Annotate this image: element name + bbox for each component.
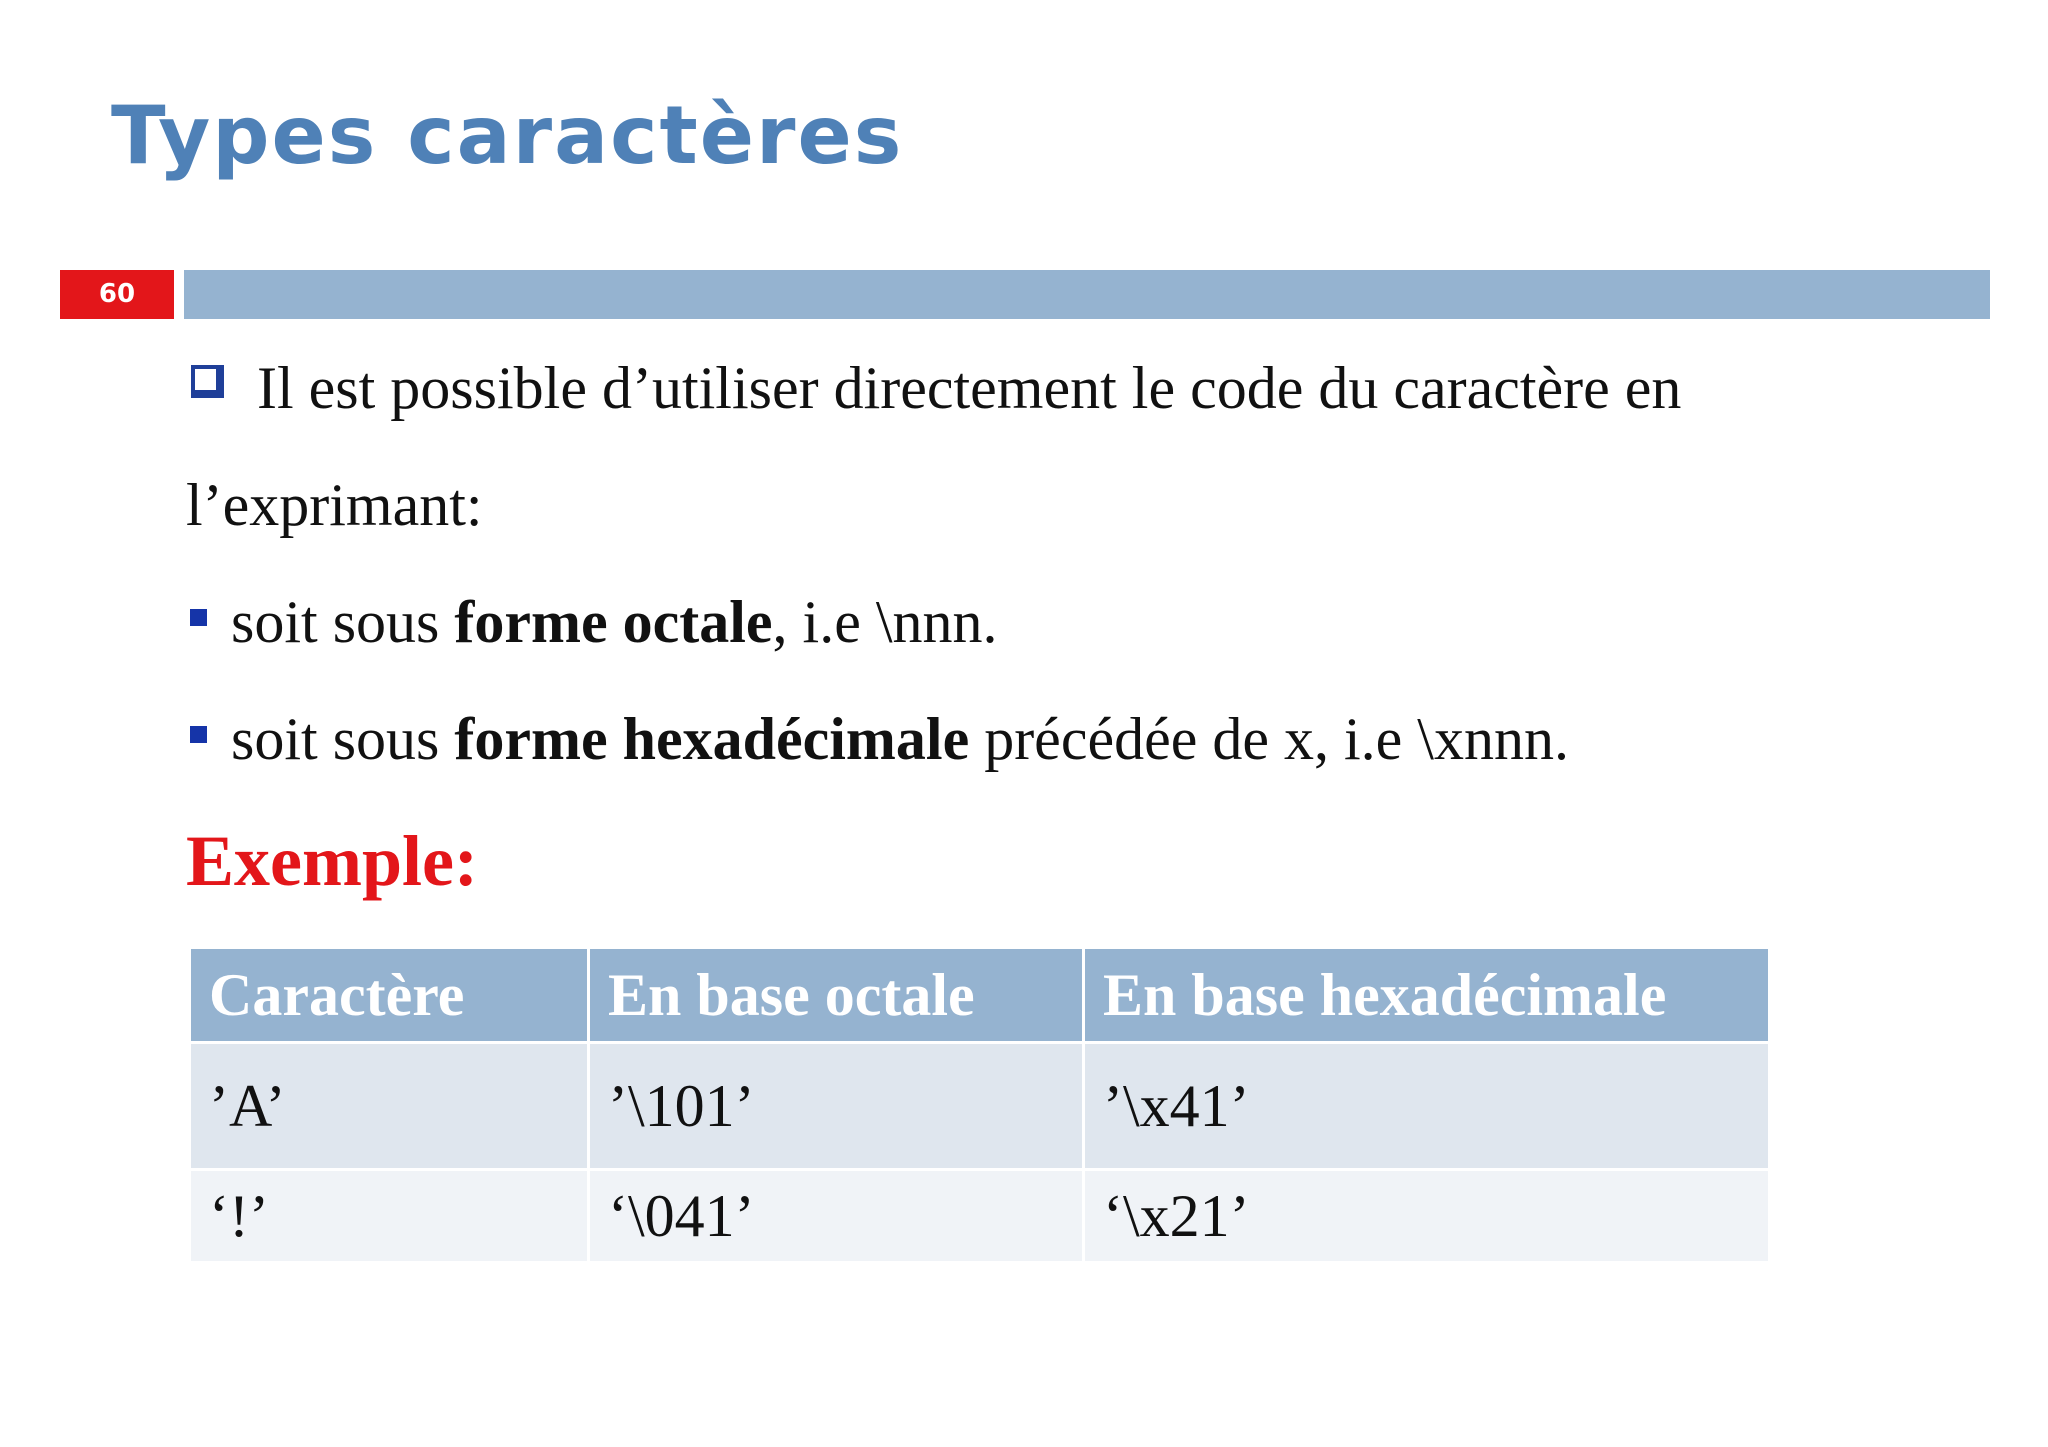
example-label: Exemple: [186,821,478,901]
slide-title: Types caractères [111,89,904,182]
bullet-octal-suffix: , i.e \nnn. [772,589,998,655]
checkbox-bullet-icon [191,365,224,398]
bullet-hex-prefix: soit sous [231,706,455,772]
bullet-hex-bold: forme hexadécimale [454,706,970,772]
cell-hexadecimal: ‘\x21’ [1085,1171,1768,1261]
cell-character: ’A’ [191,1044,587,1168]
bullet-octal-prefix: soit sous [231,589,455,655]
cell-octal: ‘\041’ [590,1171,1082,1261]
square-bullet-icon [190,726,207,743]
intro-line-1: Il est possible d’utiliser directement le code du caractère en [257,355,1682,421]
page-number-badge: 60 [60,270,174,319]
cell-hexadecimal: ’\x41’ [1085,1044,1768,1168]
table-row [191,1171,1768,1261]
table-header-row [191,949,1768,1041]
cell-octal: ’\101’ [590,1044,1082,1168]
bullet-octal-bold: forme octale [454,589,773,655]
bullet-hex-suffix: précédée de x, i.e \xnnn. [969,706,1569,772]
header-character: Caractère [191,949,587,1041]
header-octal: En base octale [590,949,1082,1041]
character-code-table [188,946,1771,1264]
header-hexadecimal: En base hexadécimale [1085,949,1768,1041]
square-bullet-icon [190,609,207,626]
intro-line-2: l’exprimant: [186,472,483,538]
table-row [191,1044,1768,1168]
bullet-hex [231,706,1569,772]
bullet-octal [231,589,998,655]
title-underline-bar [184,270,1990,319]
cell-character: ‘!’ [191,1171,587,1261]
